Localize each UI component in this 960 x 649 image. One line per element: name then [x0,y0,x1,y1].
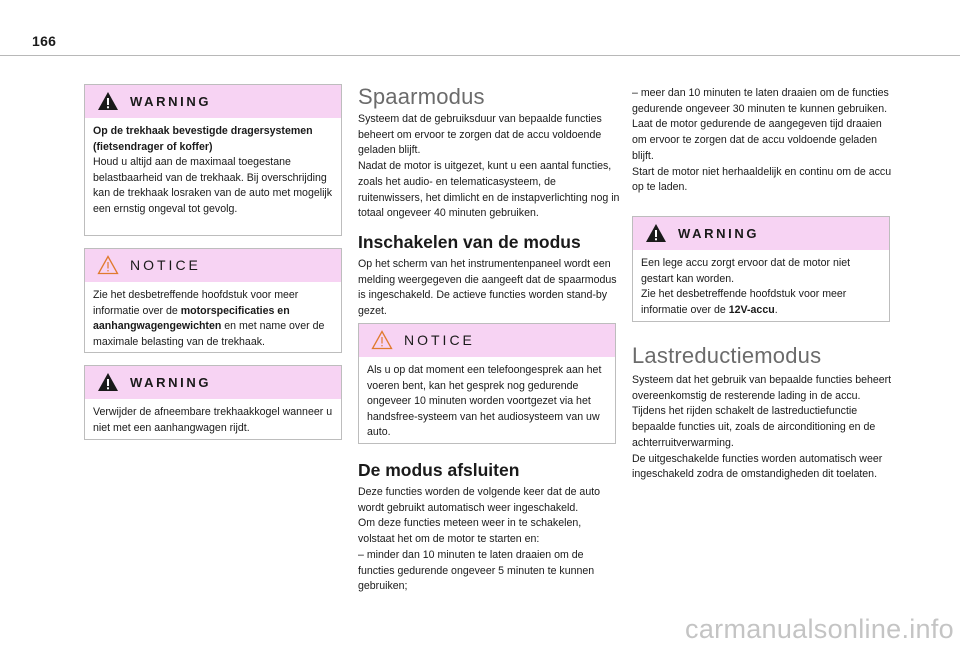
paragraph: Start de motor niet herhaaldelijk en continu om de accu op te laden. [632,165,892,194]
section-title-spaarmodus: Spaarmodus [358,84,485,109]
warning-title: WARNING [130,94,212,109]
notice-box-header [359,324,615,357]
warning-box-detachable-towball [84,365,342,440]
paragraph: Deze functies worden de volgende keer dat de auto wordt gebruikt automatisch weer ingeschakeld. [358,486,601,514]
warning-box-header [633,217,889,250]
notice-box-header [85,249,341,282]
header-divider [0,55,960,56]
paragraph: Om deze functies meteen weer in te schakelen, volstaat het om de motor te starten en: [358,517,582,546]
paragraph: Op het scherm van het instrumentenpaneel wordt een melding weergegeven die aangeeft dat de spaarmodus is ingeschakeld. De actieve functies worden stand-by gezet. [358,258,617,318]
warning-title: WARNING [678,226,760,241]
warning-icon [97,91,119,111]
paragraph: Nadat de motor is uitgezet, kunt u een aantal functies, zoals het audio- en telematicasysteem, de ruitenwissers, het dimlicht en de instapverlichting nog in totaal ongeveer 40 minuten gebruiken. [358,160,620,220]
warning-text: Zie het desbetreffende hoofdstuk voor meer informatie over de 12V-accu. [641,288,847,316]
paragraph: De uitgeschakelde functies worden automatisch weer ingeschakeld zodra de omstandigheden dit toelaten. [632,452,883,481]
paragraph: Systeem dat het gebruik van bepaalde functies beheert overeenkomstig de resterende lading in de accu. [632,374,892,402]
page-number: 166 [32,33,57,49]
warning-box-towbar-carriers [84,84,342,236]
notice-box-specifications [84,248,342,353]
warning-text: Houd u altijd aan de maximaal toegestane belastbaarheid van de trekhaak. Bij overschrijding kan de trekhaak losraken van de auto met mogelijk een ernstig ongeval tot gevolg. [93,156,333,215]
warning-text: Een lege accu zorgt ervoor dat de motor niet gestart kan worden. [641,257,851,285]
paragraph: Laat de motor gedurende de aangegeven tijd draaien om ervoor te zorgen dat de accu voldoende geladen blijft. [632,118,882,162]
warning-box-header [85,85,341,118]
notice-icon [371,330,393,350]
notice-title: NOTICE [130,257,201,273]
list-item: – meer dan 10 minuten te laten draaien om de functies gedurende ongeveer 30 minuten te kunnen gebruiken. [632,87,889,115]
section-title-lastreductiemodus: Lastreductiemodus [632,343,822,368]
notice-title: NOTICE [404,332,475,348]
watermark: carmanualsonline.info [685,614,954,644]
warning-icon [645,223,667,243]
section-title-afsluiten: De modus afsluiten [358,460,520,480]
notice-text: Als u op dat moment een telefoongesprek aan het voeren bent, kan het gesprek nog gedurende ongeveer 10 minuten worden voortgezet via het handsfree-systeem van het audiosysteem van uw auto. [367,364,602,438]
warning-text: Verwijder de afneembare trekhaakkogel wanneer u niet met een aanhangwagen rijdt. [93,406,333,434]
afsluiten-body [358,485,620,595]
warning-title: WARNING [130,375,212,390]
notice-icon [97,255,119,275]
warning-icon [97,372,119,392]
warning-subheading: Op de trekhaak bevestigde dragersystemen (fietsendrager of koffer) [93,125,313,153]
paragraph: Systeem dat de gebruiksduur van bepaalde functies beheert om ervoor te zorgen dat de accu voldoende geladen blijft. [358,113,602,157]
notice-box-phone-call [358,323,616,444]
inschakelen-body [358,257,620,320]
paragraph: Tijdens het rijden schakelt de lastreductiefunctie bepaalde functies uit, zoals de airconditioning en de achterruitverwarming. [632,405,876,449]
notice-text: Zie het desbetreffende hoofdstuk voor meer informatie over de motorspecificaties en aanhangwagengewichten en met name over de maximale belasting van de trekhaak. [93,289,325,348]
warning-box-battery [632,216,890,322]
section-title-inschakelen: Inschakelen van de modus [358,232,581,252]
column3-intro-body [632,86,894,196]
lastreductie-body [632,373,894,483]
warning-box-header [85,366,341,399]
spaarmodus-body [358,112,620,222]
list-item: – minder dan 10 minuten te laten draaien om de functies gedurende ongeveer 5 minuten te kunnen gebruiken; [358,548,595,593]
